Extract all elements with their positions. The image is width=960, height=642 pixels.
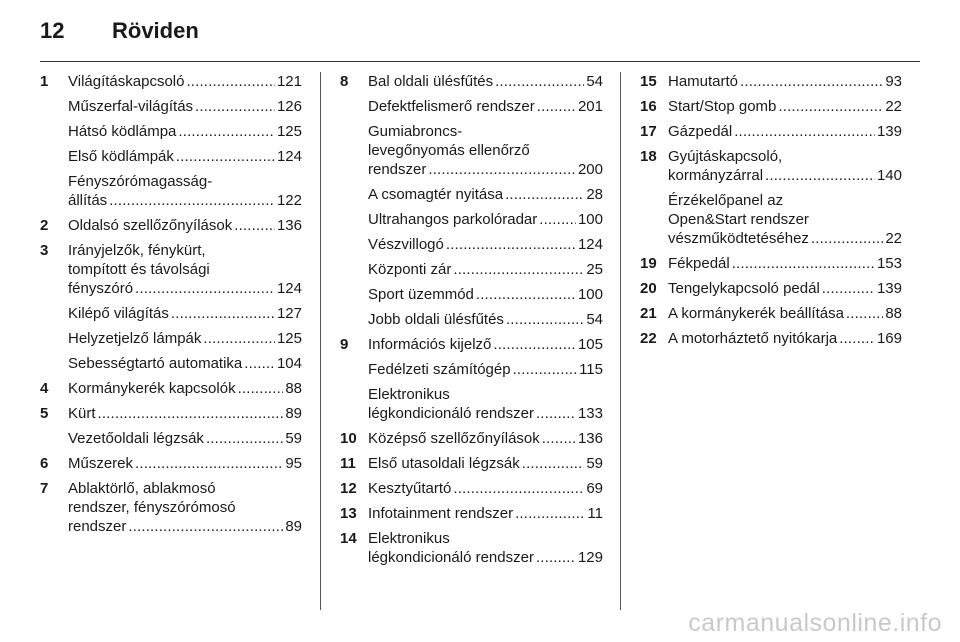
index-entry bbox=[340, 72, 603, 91]
entry-number: 10 bbox=[340, 430, 357, 447]
page-reference: 54 bbox=[586, 311, 603, 328]
index-entry bbox=[340, 429, 603, 448]
entry-number: 1 bbox=[40, 73, 49, 90]
entry-label: Információs kijelző bbox=[368, 336, 492, 353]
page-reference: 139 bbox=[876, 280, 902, 297]
index-entry bbox=[640, 97, 902, 116]
entry-label: Központi zár bbox=[368, 261, 452, 278]
index-entry bbox=[40, 454, 302, 473]
dot-leader bbox=[186, 72, 275, 91]
entry-label: Sebességtartó automatika bbox=[68, 355, 243, 372]
index-entry bbox=[340, 285, 603, 304]
entry-label: Start/Stop gomb bbox=[668, 98, 777, 115]
page-reference: 105 bbox=[577, 336, 603, 353]
entry-line bbox=[68, 97, 302, 116]
entry-label: Vezetőoldali légzsák bbox=[68, 430, 204, 447]
dot-leader bbox=[740, 72, 883, 91]
page-reference: 93 bbox=[885, 73, 902, 90]
entry-label: Gumiabroncs- bbox=[368, 123, 463, 140]
entry-label: Gázpedál bbox=[668, 123, 733, 140]
dot-leader bbox=[732, 254, 875, 273]
entry-number: 11 bbox=[340, 455, 356, 472]
entry-line bbox=[368, 429, 603, 448]
entry-number: 2 bbox=[40, 217, 49, 234]
entry-line bbox=[68, 454, 302, 473]
page-reference: 200 bbox=[577, 161, 603, 178]
page-reference: 89 bbox=[285, 405, 302, 422]
entry-line bbox=[68, 216, 302, 235]
entry-number: 19 bbox=[640, 255, 657, 272]
index-column-2 bbox=[340, 72, 603, 573]
dot-leader bbox=[203, 329, 275, 348]
index-entry bbox=[340, 235, 603, 254]
entry-number: 22 bbox=[640, 330, 657, 347]
entry-number: 14 bbox=[340, 530, 357, 547]
page-reference: 95 bbox=[285, 455, 302, 472]
dot-leader bbox=[495, 72, 584, 91]
entry-line bbox=[368, 97, 603, 116]
index-entry bbox=[640, 279, 902, 298]
page-reference: 124 bbox=[577, 236, 603, 253]
index-entry bbox=[340, 454, 603, 473]
page-reference: 100 bbox=[577, 286, 603, 303]
index-column-1 bbox=[40, 72, 302, 542]
index-entry bbox=[40, 429, 302, 448]
header-divider bbox=[40, 61, 920, 62]
page-reference: 122 bbox=[276, 192, 302, 209]
entry-number: 8 bbox=[340, 73, 349, 90]
index-entry bbox=[340, 360, 603, 379]
entry-line bbox=[668, 166, 902, 185]
dot-leader bbox=[536, 404, 576, 423]
index-column-3 bbox=[640, 72, 902, 354]
entry-label: Oldalsó szellőzőnyílások bbox=[68, 217, 233, 234]
dot-leader bbox=[778, 97, 883, 116]
entry-label: Sport üzemmód bbox=[368, 286, 474, 303]
page-reference: 59 bbox=[285, 430, 302, 447]
entry-label: Fényszórómagasság- bbox=[68, 173, 213, 190]
index-entry bbox=[40, 147, 302, 166]
index-entry bbox=[40, 329, 302, 348]
entry-label: vészműködtetéséhez bbox=[668, 230, 809, 247]
entry-label: Infotainment rendszer bbox=[368, 505, 514, 522]
dot-leader bbox=[98, 404, 284, 423]
page-reference: 125 bbox=[276, 330, 302, 347]
index-entry bbox=[640, 191, 902, 248]
entry-line bbox=[68, 517, 302, 536]
page-reference: 100 bbox=[577, 211, 603, 228]
page-reference: 127 bbox=[276, 305, 302, 322]
entry-line bbox=[368, 285, 603, 304]
index-entry bbox=[640, 329, 902, 348]
page-reference: 124 bbox=[276, 280, 302, 297]
entry-number: 18 bbox=[640, 148, 657, 165]
index-entry bbox=[340, 335, 603, 354]
entry-label: Ultrahangos parkolóradar bbox=[368, 211, 538, 228]
entry-number: 13 bbox=[340, 505, 357, 522]
entry-number: 7 bbox=[40, 480, 49, 497]
entry-line bbox=[68, 72, 302, 91]
entry-label: Középső szellőzőnyílások bbox=[368, 430, 540, 447]
page-reference: 88 bbox=[885, 305, 902, 322]
dot-leader bbox=[446, 235, 576, 254]
entry-line bbox=[668, 254, 902, 273]
dot-leader bbox=[822, 279, 875, 298]
entry-label: rendszer bbox=[68, 518, 127, 535]
entry-line bbox=[368, 479, 603, 498]
entry-line bbox=[68, 147, 302, 166]
index-entry bbox=[40, 241, 302, 298]
dot-leader bbox=[195, 97, 275, 116]
dot-leader bbox=[135, 279, 275, 298]
entry-line bbox=[368, 185, 603, 204]
dot-leader bbox=[128, 517, 283, 536]
page-reference: 25 bbox=[586, 261, 603, 278]
entry-label: Jobb oldali ülésfűtés bbox=[368, 311, 504, 328]
index-entry bbox=[40, 172, 302, 210]
page-reference: 139 bbox=[876, 123, 902, 140]
page-reference: 54 bbox=[586, 73, 603, 90]
entry-label: fényszóró bbox=[68, 280, 134, 297]
index-entry bbox=[340, 310, 603, 329]
page-reference: 140 bbox=[876, 167, 902, 184]
entry-label: levegőnyomás ellenőrző bbox=[368, 142, 530, 159]
index-entry bbox=[40, 404, 302, 423]
dot-leader bbox=[238, 379, 284, 398]
entry-line bbox=[68, 279, 302, 298]
entry-label: Világításkapcsoló bbox=[68, 73, 185, 90]
dot-leader bbox=[476, 285, 576, 304]
dot-leader bbox=[811, 229, 883, 248]
index-entry bbox=[340, 385, 603, 423]
entry-line bbox=[68, 329, 302, 348]
dot-leader bbox=[453, 260, 584, 279]
index-entry bbox=[40, 97, 302, 116]
entry-line bbox=[368, 235, 603, 254]
entry-line bbox=[68, 304, 302, 323]
entry-label: Vészvillogó bbox=[368, 236, 444, 253]
entry-label: Hamutartó bbox=[668, 73, 739, 90]
page-reference: 115 bbox=[579, 361, 603, 378]
entry-label: Irányjelzők, fénykürt, bbox=[68, 242, 206, 259]
dot-leader bbox=[109, 191, 275, 210]
entry-line bbox=[668, 122, 902, 141]
entry-label: Műszerek bbox=[68, 455, 134, 472]
entry-line bbox=[368, 210, 603, 229]
entry-number: 12 bbox=[340, 480, 357, 497]
entry-label: Elektronikus bbox=[368, 386, 450, 403]
entry-number: 20 bbox=[640, 280, 657, 297]
page-header bbox=[40, 18, 199, 48]
entry-label: Hátsó ködlámpa bbox=[68, 123, 177, 140]
page-reference: 121 bbox=[276, 73, 302, 90]
index-entry bbox=[340, 504, 603, 523]
page-reference: 129 bbox=[577, 549, 603, 566]
entry-label: állítás bbox=[68, 192, 108, 209]
entry-line bbox=[368, 72, 603, 91]
entry-line bbox=[68, 404, 302, 423]
entry-line bbox=[68, 354, 302, 373]
dot-leader bbox=[505, 185, 584, 204]
page-reference: 59 bbox=[586, 455, 603, 472]
dot-leader bbox=[244, 354, 275, 373]
section-title: Röviden bbox=[112, 18, 199, 43]
entry-label: A kormánykerék beállítása bbox=[668, 305, 844, 322]
column-divider bbox=[320, 72, 321, 610]
entry-line bbox=[368, 548, 603, 567]
page-reference: 124 bbox=[276, 148, 302, 165]
index-entry bbox=[340, 97, 603, 116]
entry-number: 21 bbox=[640, 305, 657, 322]
entry-line bbox=[368, 160, 603, 179]
entry-line bbox=[68, 429, 302, 448]
entry-line bbox=[668, 304, 902, 323]
entry-line bbox=[368, 310, 603, 329]
dot-leader bbox=[176, 147, 275, 166]
page-reference: 169 bbox=[876, 330, 902, 347]
entry-number: 6 bbox=[40, 455, 49, 472]
entry-number: 5 bbox=[40, 405, 49, 422]
entry-line bbox=[68, 379, 302, 398]
entry-line bbox=[668, 329, 902, 348]
dot-leader bbox=[536, 548, 576, 567]
index-entry bbox=[640, 304, 902, 323]
entry-line bbox=[368, 404, 603, 423]
page-reference: 153 bbox=[876, 255, 902, 272]
entry-number: 9 bbox=[340, 336, 349, 353]
page-reference: 69 bbox=[586, 480, 603, 497]
column-divider bbox=[620, 72, 621, 610]
entry-line bbox=[668, 72, 902, 91]
dot-leader bbox=[765, 166, 875, 185]
entry-line bbox=[368, 260, 603, 279]
dot-leader bbox=[135, 454, 283, 473]
dot-leader bbox=[178, 122, 275, 141]
dot-leader bbox=[513, 360, 578, 379]
page-reference: 136 bbox=[276, 217, 302, 234]
entry-label: Kormánykerék kapcsolók bbox=[68, 380, 236, 397]
dot-leader bbox=[522, 454, 585, 473]
entry-line bbox=[668, 279, 902, 298]
page-reference: 201 bbox=[577, 98, 603, 115]
dot-leader bbox=[542, 429, 576, 448]
page-reference: 126 bbox=[276, 98, 302, 115]
index-entry bbox=[340, 529, 603, 567]
index-entry bbox=[40, 122, 302, 141]
entry-label: légkondicionáló rendszer bbox=[368, 549, 534, 566]
index-entry bbox=[40, 479, 302, 536]
page-number: 12 bbox=[40, 18, 65, 43]
page-reference: 22 bbox=[885, 230, 902, 247]
entry-label: A motorháztető nyitókarja bbox=[668, 330, 838, 347]
entry-label: rendszer, fényszórómosó bbox=[68, 499, 236, 516]
index-entry bbox=[640, 147, 902, 185]
dot-leader bbox=[734, 122, 875, 141]
page-reference: 125 bbox=[276, 123, 302, 140]
entry-label: Érzékelőpanel az bbox=[668, 192, 784, 209]
page-reference: 89 bbox=[285, 518, 302, 535]
page-reference: 11 bbox=[587, 505, 603, 522]
entry-line bbox=[368, 454, 603, 473]
dot-leader bbox=[846, 304, 883, 323]
entry-number: 16 bbox=[640, 98, 657, 115]
entry-line bbox=[368, 335, 603, 354]
page-reference: 28 bbox=[586, 186, 603, 203]
index-entry bbox=[340, 260, 603, 279]
entry-line bbox=[368, 360, 603, 379]
dot-leader bbox=[171, 304, 275, 323]
page-reference: 88 bbox=[285, 380, 302, 397]
entry-label: Defektfelismerő rendszer bbox=[368, 98, 535, 115]
index-entry bbox=[640, 254, 902, 273]
entry-line bbox=[668, 229, 902, 248]
index-entry bbox=[340, 122, 603, 179]
index-entry bbox=[640, 72, 902, 91]
entry-line bbox=[68, 122, 302, 141]
entry-label: Első utasoldali légzsák bbox=[368, 455, 520, 472]
page-reference: 22 bbox=[885, 98, 902, 115]
dot-leader bbox=[453, 479, 584, 498]
dot-leader bbox=[493, 335, 576, 354]
entry-number: 15 bbox=[640, 73, 657, 90]
entry-label: Gyújtáskapcsoló, bbox=[668, 148, 783, 165]
entry-label: Fedélzeti számítógép bbox=[368, 361, 511, 378]
index-entry bbox=[340, 479, 603, 498]
page-reference: 136 bbox=[577, 430, 603, 447]
index-entry bbox=[340, 210, 603, 229]
entry-label: Elektronikus bbox=[368, 530, 450, 547]
dot-leader bbox=[206, 429, 283, 448]
entry-number: 3 bbox=[40, 242, 49, 259]
dot-leader bbox=[506, 310, 584, 329]
entry-label: Tengelykapcsoló pedál bbox=[668, 280, 820, 297]
dot-leader bbox=[539, 210, 576, 229]
entry-label: Fékpedál bbox=[668, 255, 730, 272]
index-entry bbox=[40, 354, 302, 373]
entry-label: A csomagtér nyitása bbox=[368, 186, 504, 203]
dot-leader bbox=[428, 160, 576, 179]
watermark: carmanualsonline.info bbox=[688, 609, 942, 637]
entry-line bbox=[368, 504, 603, 523]
dot-leader bbox=[537, 97, 576, 116]
entry-label: tompított és távolsági bbox=[68, 261, 210, 278]
entry-label: Bal oldali ülésfűtés bbox=[368, 73, 494, 90]
entry-label: Kesztyűtartó bbox=[368, 480, 452, 497]
entry-label: Helyzetjelző lámpák bbox=[68, 330, 202, 347]
dot-leader bbox=[234, 216, 275, 235]
index-entry bbox=[40, 304, 302, 323]
entry-label: Első ködlámpák bbox=[68, 148, 174, 165]
entry-number: 4 bbox=[40, 380, 49, 397]
index-entry bbox=[40, 216, 302, 235]
entry-line bbox=[68, 191, 302, 210]
dot-leader bbox=[839, 329, 875, 348]
entry-label: Ablaktörlő, ablakmosó bbox=[68, 480, 216, 497]
entry-label: Kürt bbox=[68, 405, 96, 422]
entry-label: Kilépő világítás bbox=[68, 305, 169, 322]
index-entry bbox=[40, 379, 302, 398]
entry-label: kormányzárral bbox=[668, 167, 764, 184]
entry-label: rendszer bbox=[368, 161, 427, 178]
entry-label: Open&Start rendszer bbox=[668, 211, 809, 228]
dot-leader bbox=[515, 504, 585, 523]
page-reference: 104 bbox=[276, 355, 302, 372]
entry-line bbox=[668, 97, 902, 116]
entry-number: 17 bbox=[640, 123, 657, 140]
index-entry bbox=[340, 185, 603, 204]
page-reference: 133 bbox=[577, 405, 603, 422]
index-entry bbox=[40, 72, 302, 91]
entry-label: légkondicionáló rendszer bbox=[368, 405, 534, 422]
entry-label: Műszerfal-világítás bbox=[68, 98, 194, 115]
index-entry bbox=[640, 122, 902, 141]
